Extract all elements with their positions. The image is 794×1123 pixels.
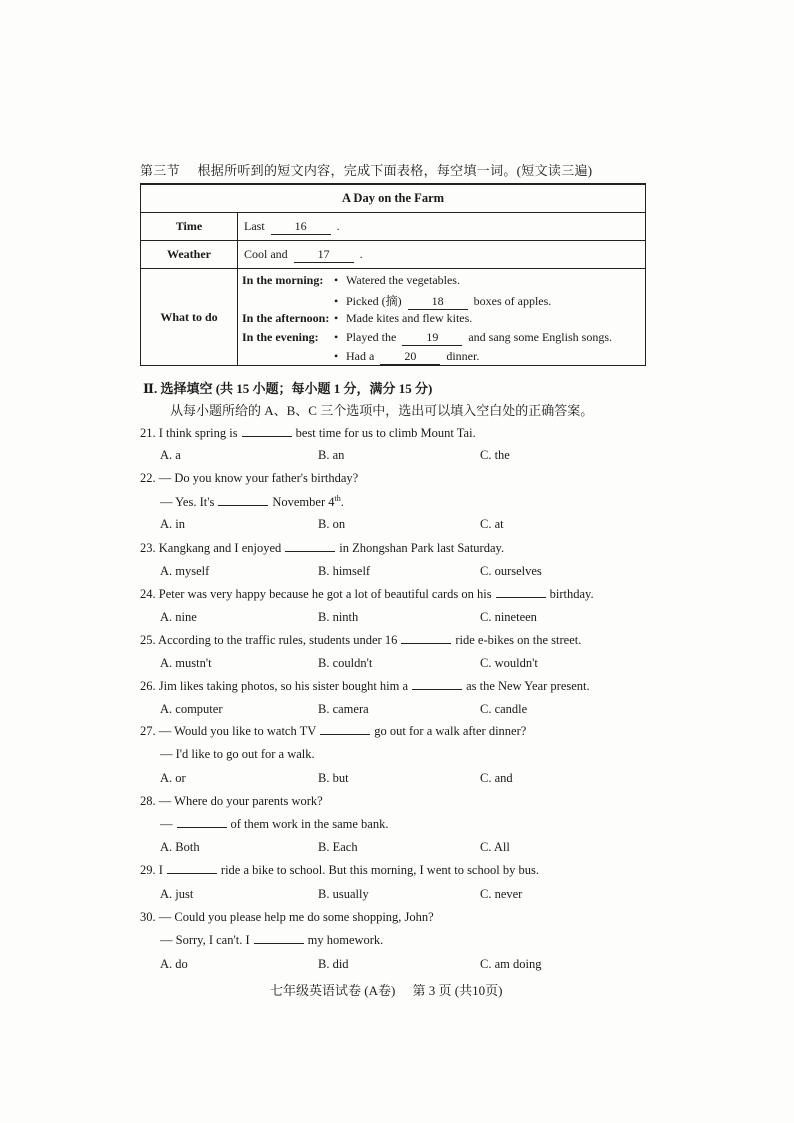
option-a[interactable]: A. just (160, 887, 194, 901)
option-b[interactable]: B. usually (318, 887, 369, 901)
option-a[interactable]: A. mustn't (160, 656, 212, 670)
afternoon-label: In the afternoon: (242, 311, 330, 325)
question-26: 26. Jim likes taking photos, so his sister bought him a as the New Year present. (140, 679, 590, 693)
todo-item-2-post: boxes of apples. (473, 294, 552, 308)
question-27-line2: — I'd like to go out for a walk. (160, 747, 315, 761)
blank-18[interactable]: 18 (408, 294, 468, 310)
question-28-line2: — of them work in the same bank. (160, 817, 389, 831)
answer-blank[interactable] (167, 863, 217, 874)
answer-blank[interactable] (320, 724, 370, 735)
question-23: 23. Kangkang and I enjoyed in Zhongshan Park last Saturday. (140, 541, 505, 555)
question-21: 21. I think spring is best time for us to climb Mount Tai. (140, 426, 476, 440)
option-a[interactable]: A. or (160, 771, 186, 785)
option-c[interactable]: C. and (480, 771, 513, 785)
time-suffix: . (336, 218, 340, 233)
todo-row-4 (242, 330, 612, 346)
todo-item-3: Made kites and flew kites. (346, 311, 473, 325)
bullet-icon: • (334, 330, 339, 344)
todo-row-5 (242, 349, 479, 365)
option-a[interactable]: A. computer (160, 702, 223, 716)
option-b[interactable]: B. did (318, 957, 349, 971)
section-heading (140, 160, 592, 179)
option-b[interactable]: B. couldn't (318, 656, 373, 670)
todo-item-5-post: dinner. (446, 349, 480, 363)
option-c[interactable]: C. nineteen (480, 610, 537, 624)
blank-20[interactable]: 20 (380, 349, 440, 365)
part2-heading: Ⅱ. 选择填空 (共 15 小题；每小题 1 分，满分 15 分) (143, 381, 433, 396)
bullet-icon: • (334, 349, 339, 363)
todo-cell (238, 269, 646, 366)
todo-item-4-post: and sang some English songs. (468, 330, 612, 344)
option-c[interactable]: C. the (480, 448, 510, 462)
page-footer (270, 980, 516, 999)
option-a[interactable]: A. nine (160, 610, 197, 624)
answer-blank[interactable] (412, 679, 462, 690)
option-a[interactable]: A. do (160, 957, 188, 971)
answer-blank[interactable] (496, 587, 546, 598)
question-28: 28. — Where do your parents work? (140, 794, 323, 808)
option-b[interactable]: B. camera (318, 702, 369, 716)
answer-blank[interactable] (242, 426, 292, 437)
option-b[interactable]: B. but (318, 771, 349, 785)
todo-item-1: Watered the vegetables. (346, 273, 460, 287)
weather-label: Weather (141, 241, 238, 269)
answer-blank[interactable] (177, 817, 227, 828)
todo-item-4-pre: Played the (346, 330, 397, 344)
question-27: 27. — Would you like to watch TV go out for a walk after dinner? (140, 724, 527, 738)
todo-row-3 (242, 311, 472, 326)
time-label: Time (141, 213, 238, 241)
option-c[interactable]: C. All (480, 840, 510, 854)
question-30-line2: — Sorry, I can't. I my homework. (160, 933, 384, 947)
option-b[interactable]: B. ninth (318, 610, 359, 624)
todo-item-5-pre: Had a (346, 349, 375, 363)
footer-title: 七年级英语试卷 (A卷) (270, 983, 396, 998)
blank-17[interactable]: 17 (294, 247, 354, 263)
blank-19[interactable]: 19 (402, 330, 462, 346)
evening-label: In the evening: (242, 330, 319, 344)
todo-row-1 (242, 273, 460, 288)
option-c[interactable]: C. wouldn't (480, 656, 538, 670)
blank-16[interactable]: 16 (271, 219, 331, 235)
farm-table (140, 183, 646, 366)
todo-row-2 (242, 292, 551, 310)
todo-label: What to do (141, 269, 238, 366)
weather-suffix: . (359, 246, 363, 261)
morning-label: In the morning: (242, 273, 324, 287)
option-c[interactable]: C. never (480, 887, 523, 901)
answer-blank[interactable] (285, 541, 335, 552)
bullet-icon: • (334, 273, 339, 287)
option-a[interactable]: A. myself (160, 564, 210, 578)
todo-item-2-pre: Picked (摘) (346, 294, 402, 308)
option-a[interactable]: A. a (160, 448, 181, 462)
bullet-icon: • (334, 311, 339, 325)
option-b[interactable]: B. Each (318, 840, 358, 854)
section-instruction: 根据所听到的短文内容，完成下面表格，每空填一词。(短文读三遍) (197, 163, 593, 178)
option-a[interactable]: A. in (160, 517, 185, 531)
option-b[interactable]: B. himself (318, 564, 371, 578)
question-25: 25. According to the traffic rules, students under 16 ride e-bikes on the street. (140, 633, 582, 647)
option-c[interactable]: C. am doing (480, 957, 542, 971)
bullet-icon: • (334, 294, 339, 308)
option-c[interactable]: C. ourselves (480, 564, 542, 578)
answer-blank[interactable] (218, 495, 268, 506)
answer-blank[interactable] (254, 933, 304, 944)
option-b[interactable]: B. an (318, 448, 345, 462)
option-a[interactable]: A. Both (160, 840, 200, 854)
answer-blank[interactable] (401, 633, 451, 644)
section-label: 第三节 (140, 163, 180, 178)
question-30: 30. — Could you please help me do some shopping, John? (140, 910, 434, 924)
weather-cell (238, 241, 646, 269)
table-title: A Day on the Farm (141, 184, 646, 213)
option-c[interactable]: C. at (480, 517, 504, 531)
option-c[interactable]: C. candle (480, 702, 528, 716)
time-cell (238, 213, 646, 241)
weather-prefix: Cool and (244, 246, 288, 261)
question-24: 24. Peter was very happy because he got a lot of beautiful cards on his birthday. (140, 587, 594, 601)
footer-page-number: 第 3 页 (共10页) (412, 983, 503, 998)
part2-instruction: 从每小题所给的 A、B、C 三个选项中，选出可以填入空白处的正确答案。 (170, 403, 594, 418)
question-22-line2: — Yes. It's November 4th. (160, 494, 344, 510)
time-prefix: Last (244, 218, 265, 233)
question-29: 29. I ride a bike to school. But this morning, I went to school by bus. (140, 863, 539, 877)
question-22: 22. — Do you know your father's birthday? (140, 471, 359, 485)
option-b[interactable]: B. on (318, 517, 346, 531)
